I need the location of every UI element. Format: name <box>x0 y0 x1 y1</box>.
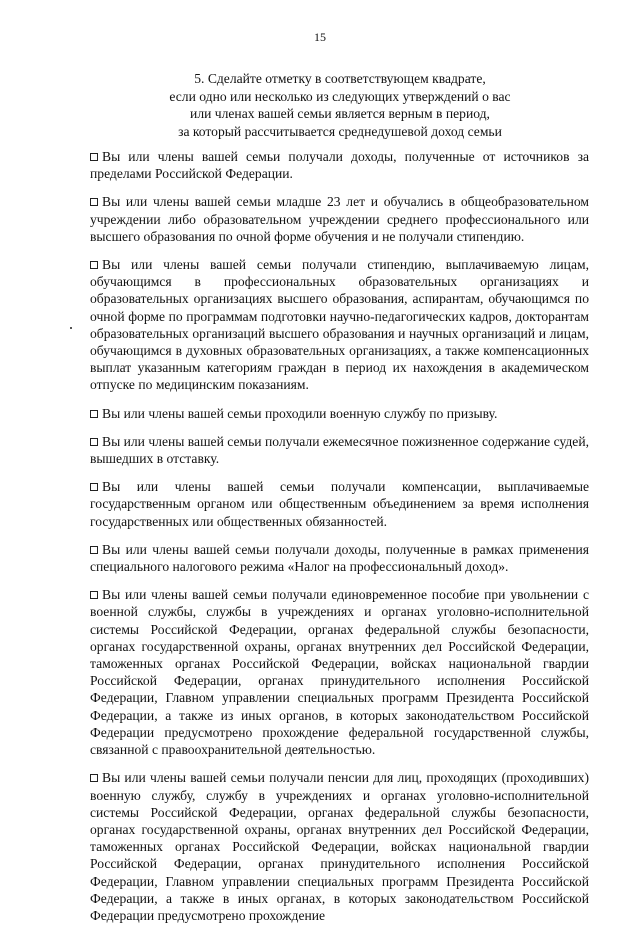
checkbox-item-military-conscription <box>90 405 589 422</box>
checkbox-icon[interactable] <box>90 261 98 269</box>
heading-line-4: за который рассчитывается среднедушевой доход семьи <box>178 123 502 139</box>
checkbox-icon[interactable] <box>90 410 98 418</box>
checkbox-list <box>90 148 589 935</box>
checkbox-item-discharge-allowance <box>90 586 589 758</box>
checkbox-item-professional-income-tax <box>90 541 589 575</box>
section-heading <box>90 70 590 140</box>
heading-line-1: 5. Сделайте отметку в соответствующем квадрате, <box>194 71 486 86</box>
checkbox-icon[interactable] <box>90 483 98 491</box>
checkbox-item-text: Вы или члены вашей семьи получали стипендию, выплачиваемую лицам, обучающимся в профессиональных образовательных организациях и образовательных организациях высшего образования, аспирантам, обучающимся по очной форме по программам подготовки научно-педагогических кадров, докторантам образовательных организаций высшего образования и научных организаций и лицам, обучающимся в духовных образовательных организациях, а также компенсационных выплат указанным категориям граждан в период их нахождения в академическом отпуске по медицинским показаниям. <box>90 257 589 393</box>
checkbox-item-text: Вы или члены вашей семьи младше 23 лет и обучались в общеобразовательном учреждении либо образовательном учреждении среднего профессионального или высшего образования по очной форме обучения и не получали стипендию. <box>90 194 589 244</box>
checkbox-item-stipend <box>90 256 589 394</box>
checkbox-item-duty-compensation <box>90 478 589 530</box>
checkbox-item-judge-allowance <box>90 433 589 467</box>
checkbox-item-text: Вы или члены вашей семьи получали компенсации, выплачиваемые государственным органом или общественным объединением за время исполнения государственных или общественных обязанностей. <box>90 479 589 529</box>
checkbox-item-text: Вы или члены вашей семьи получали пенсии для лиц, проходящих (проходивших) военную службу, службу в учреждениях и органах уголовно-исполнительной системы Российской Федерации, органах федеральной службы безопасности, органах государственной охраны, органах внутренних дел Российской Федерации, таможенных органах Российской Федерации, войсках национальной гвардии Российской Федерации, органах принудительного исполнения Российской Федерации, Главном управлении специальных программ Президента Российской Федерации, а также в иных органах, в которых законодательством Российской Федерации предусмотрено прохождение <box>90 770 589 923</box>
checkbox-item-text: Вы или члены вашей семьи проходили военную службу по призыву. <box>102 405 498 421</box>
checkbox-item-text: Вы или члены вашей семьи получали единовременное пособие при увольнении с военной службы, службы в учреждениях и органах уголовно-исполнительной системы Российской Федерации, органах федеральной службы безопасности, органах государственной охраны, органах внутренних дел Российской Федерации, таможенных органах Российской Федерации, войсках национальной гвардии Российской Федерации, органах принудительного исполнения Российской Федерации, Главном управлении специальных программ Президента Российской Федерации, а также из иных органов, в которых законодательством Российской Федерации предусмотрено прохождение федеральной государственной службы, связанной с правоохранительной деятельностью. <box>90 587 589 758</box>
checkbox-icon[interactable] <box>90 591 98 599</box>
checkbox-item-service-pension <box>90 769 589 924</box>
checkbox-item-text: Вы или члены вашей семьи получали ежемесячное пожизненное содержание судей, вышедших в отставку. <box>90 433 589 467</box>
checkbox-icon[interactable] <box>90 438 98 446</box>
margin-dot <box>70 327 72 329</box>
checkbox-icon[interactable] <box>90 198 98 206</box>
checkbox-item-under-23-student <box>90 193 589 245</box>
checkbox-icon[interactable] <box>90 546 98 554</box>
checkbox-icon[interactable] <box>90 774 98 782</box>
heading-line-2: если одно или несколько из следующих утверждений о вас <box>169 88 511 104</box>
checkbox-icon[interactable] <box>90 153 98 161</box>
checkbox-item-foreign-income <box>90 148 589 182</box>
checkbox-item-text: Вы или члены вашей семьи получали доходы, полученные в рамках применения специального налогового режима «Налог на профессиональный доход». <box>90 541 589 575</box>
checkbox-item-text: Вы или члены вашей семьи получали доходы, полученные от источников за пределами Российской Федерации. <box>90 149 589 182</box>
page-number: 15 <box>314 30 326 44</box>
heading-line-3: или членах вашей семьи является верным в период, <box>190 106 490 122</box>
